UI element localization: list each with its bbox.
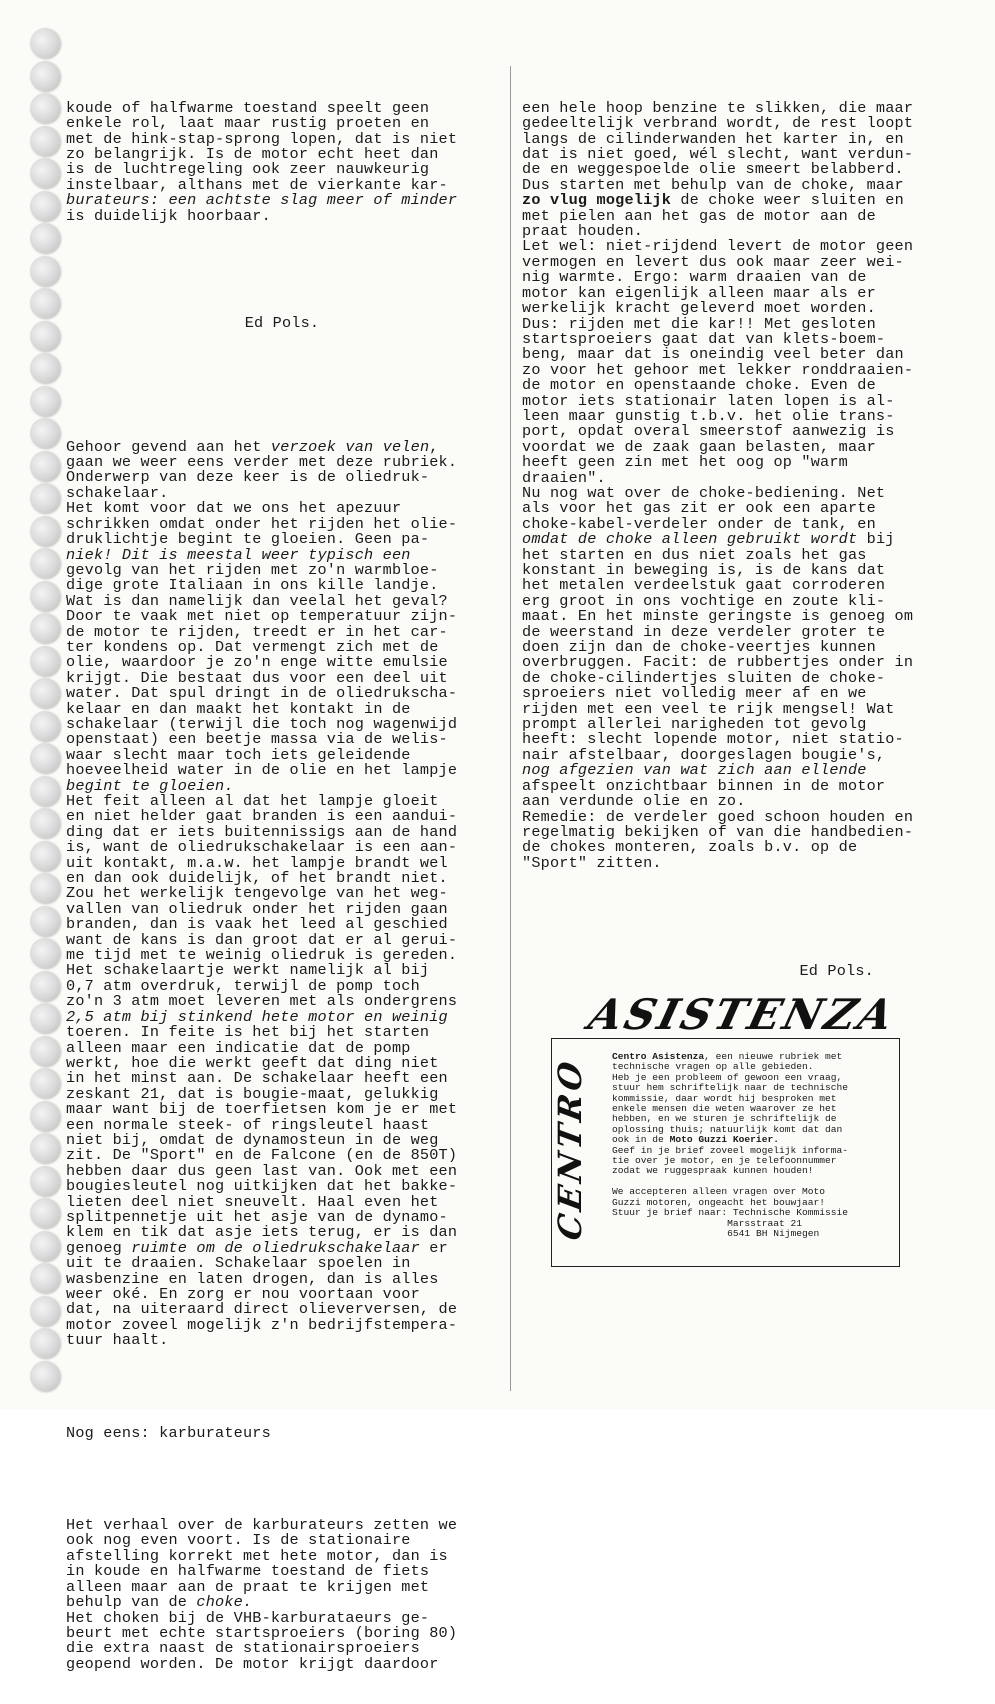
binding-ring [30,386,60,416]
binding-ring [30,1166,60,1196]
binding-ring [30,548,60,578]
paragraph: een hele hoop benzine te slikken, die maar gedeeltelijk verbrand wordt, de rest loopt langs de cilinderwanden het karter in, en dat is niet goed, wél slecht, want verdun- de en weggespoelde olie smeert belabberd. Dus starten met behulp van de choke, maar zo vlug mogelijk de choke weer sluiten en met pielen aan het gas de motor aan de praat houden. Let wel: niet-rijdend levert de motor geen vermogen en levert dus ook maar zeer wei- nig warmte. Ergo: warm draaien van de motor kan eigenlijk alleen maar als er werkelijk kracht geleverd moet worden. Dus: rijden met die kar!! Met gesloten startsproeiers gaat dat van klets-boem- beng, maar dat is oneindig veel beter dan zo voor het gehoor met lekker ronddraaien- de motor en openstaande choke. Even de motor iets stationair laten lopen is al- leen maar gunstig t.b.v. het olie trans- port, opdat overal smeerstof aanwezig is voordat we de zaak gaan belasten, maar heeft geen zin met het oog op "warm draaien". Nu nog wat over de choke-bediening. Net als voor het gas zit er ook een aparte choke-kabel-verdeler onder de tank, en omdat de choke alleen gebruikt wordt bij het starten en dus niet zoals het gas konstant in beweging is, is de kans dat het metalen verdeelstuk gaat corroderen erg groot in ons vochtige en zoute kli- maat. En het minste geringste is genoeg om de weerstand in deze verdeler groter te doen zijn dan de choke-veertjes kunnen overbruggen. Facit: de rubbertjes onder in de choke-cilindertjes sluiten de choke- sproeiers niet volledig meer af en we rijden met een veel te rijk mengsel! Wat prompt allerlei narigheden tot gevolg heeft: slecht lopende motor, niet statio- nair afstelbaar, doorgeslagen bougie's, nog afgezien van wat zich aan ellende afspeelt onzichtbaar binnen in de motor aan verdunde olie en zo. Remedie: de verdeler goed schoon houden en regelmatig bekijken of van die handbedien- de chokes monteren, zoals b.v. op de "Sport" zitten. [522,98,914,872]
binding-ring [30,288,60,318]
binding-ring [30,1231,60,1261]
binding-ring [30,938,60,968]
binding-ring [30,1328,60,1358]
binding-ring [30,451,60,481]
binding-ring [30,353,60,383]
right-column [522,70,954,1010]
binding-ring [30,1133,60,1163]
spiral-binding [30,28,64,1398]
binding-ring [30,223,60,253]
binding-ring [30,743,60,773]
box-body-text: Centro Asistenza, een nieuwe rubriek met technische vragen op alle gebieden. Heb je een probleem of gewoon een vraag, stuur hem schriftelijk naar de technische kommissie, daar wordt hij besproken met enkele mensen die weten waarover ze het hebben, en we sturen je schriftelijk de oplossing thuis; natuurlijk komt dat dan ook in de Moto Guzzi Koerier. Geef in je brief zoveel mogelijk informa- tie over je motor, en je telefoonnummer zodat we ruggespraak kunnen houden! We accepteren alleen vragen over Moto Guzzi motoren, ongeacht het bouwjaar! Stuur je brief naar: Technische Kommissie Marsstraat 21 6541 BH Nijmegen [612,1051,849,1239]
binding-ring [30,1068,60,1098]
binding-ring [30,678,60,708]
author-signature: Ed Pols. [244,314,320,333]
author-signature: Ed Pols. [799,961,874,980]
binding-ring [30,93,60,123]
binding-ring [30,28,60,58]
binding-ring [30,321,60,351]
binding-ring [30,483,60,513]
centro-logo-text: CENTRO [551,1054,589,1244]
binding-ring [30,1296,60,1326]
binding-ring [30,256,60,286]
binding-ring [30,711,60,741]
binding-ring [30,776,60,806]
binding-ring [30,516,60,546]
left-column [66,70,498,1703]
binding-ring [30,61,60,91]
binding-ring [30,1198,60,1228]
binding-ring [30,581,60,611]
binding-ring [30,1036,60,1066]
binding-ring [30,906,60,936]
binding-ring [30,841,60,871]
binding-ring [30,191,60,221]
binding-ring [30,158,60,188]
asistenza-logo-text: ASISTENZA [583,990,901,1039]
paragraph: Gehoor gevend aan het verzoek van velen, gaan we weer eens verder met deze rubriek. Onderwerp van deze keer is de oliedruk- schakelaar. Het komt voor dat we ons het apezuur schrikken omdat onder het rijden het olie- druklichtje begint te gloeien. Geen pa- niek! Dit is meestal weer typisch een gevolg van het rijden met zo'n warmbloe- dige grote Italiaan in ons kille landje. Wat is dan namelijk dan veelal het geval? Door te vaak met niet op temperatuur zijn- de motor te rijden, treedt er in het car- ter kondens op. Dat vermengt zich met de olie, waardoor je zo'n enge witte emulsie krijgt. Die bestaat dus voor een deel uit water. Dat spul dringt in de oliedrukscha- kelaar en dan maakt het kontakt in de schakelaar (terwijl die toch nog wagenwijd openstaat) een beetje massa via de welis- waar slecht maar toch iets geleidende hoeveelheid water in de olie en het lampje begint te gloeien. Het feit alleen al dat het lampje gloeit en niet helder gaat branden is een aandui- ding dat er iets buitennissigs aan de hand is, want de oliedrukschakelaar is een aan- uit kontakt, m.a.w. het lampje brandt wel en dan ook duidelijk, of het brandt niet. Zou het werkelijk tengevolge van het weg- vallen van oliedruk onder het rijden gaan branden, dan is vaak het leed al geschied want de kans is dan groot dat er al gerui- me tijd met te weinig oliedruk is gereden. Het schakelaartje werkt namelijk al bij 0,7 atm overdruk, terwijl de pomp toch zo'n 3 atm moet leveren met als ondergrens 2,5 atm bij stinkend hete motor en weinig toeren. In feite is het bij het starten alleen maar een indicatie dat de pomp werkt, hoe die werkt geeft dat ding niet in het minst aan. De schakelaar heeft een zeskant 21, dat is bougie-maat, gelukkig maar want bij de toerfietsen kom je er met een normale steek- of ringsleutel haast niet bij, omdat de dynamosteun in de weg zit. De "Sport" en de Falcone (en de 850T) hebben daar dus geen last van. Ook met een bougiesleutel nog uitkijken dat het bakke- lieten deel niet sneuvelt. Haal even het splitpennetje uit het asje van de dynamo- klem en tik dat asje iets terug, er is dan genoeg ruimte om de oliedrukschakelaar er uit te draaien. Schakelaar spoelen in wasbenzine en laten drogen, dan is alles weer oké. En zorg er nou voortaan voor dat, na uiteraard direct olieverversen, de motor zoveel mogelijk z'n bedrijfstempera- tuur haalt. [66,437,458,1350]
paragraph: Het verhaal over de karburateurs zetten we ook nog even voort. Is de stationaire afstelling korrekt met hete motor, dan is in koude en halfwarme toestand de fiets alleen maar aan de praat te krijgen met behulp van de choke. Het choken bij de VHB-karburataeurs ge- beurt met echte startsproeiers (boring 80) die extra naast de stationairsproeiers geopend worden. De motor krijgt daardoor [66,1516,458,1673]
binding-ring [30,418,60,448]
paragraph: koude of halfwarme toestand speelt geen enkele rol, laat maar rustig proeten en met de hink-stap-sprong lopen, dat is niet zo belangrijk. Is de motor echt heet dan is de luchtregeling ook zeer nauwkeurig instelbaar, althans met de vierkante kar- burateurs: een achtste slag meer of minder is duidelijk hoorbaar. [66,98,458,225]
column-divider [510,66,511,1391]
binding-ring [30,808,60,838]
binding-ring [30,613,60,643]
binding-ring [30,873,60,903]
binding-ring [30,126,60,156]
binding-ring [30,646,60,676]
binding-ring [30,1361,60,1391]
section-heading: Nog eens: karburateurs [66,1423,271,1442]
binding-ring [30,1263,60,1293]
binding-ring [30,971,60,1001]
binding-ring [30,1101,60,1131]
binding-ring [30,1003,60,1033]
